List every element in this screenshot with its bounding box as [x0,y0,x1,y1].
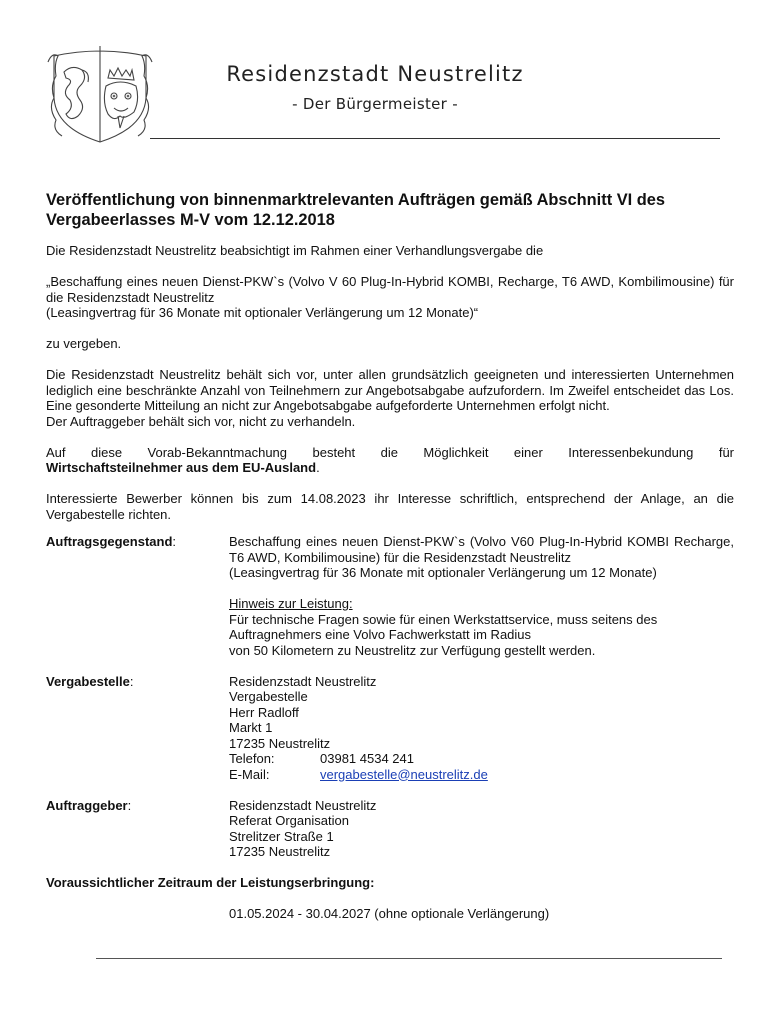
footer-divider [96,958,722,959]
notice-body [46,190,734,922]
office-email-row [229,767,734,783]
subject-line1: Beschaffung eines neuen Dienst-PKW`s (Volvo V60 Plug-In-Hybrid KOMBI Recharge, T6 AWD, Kombilimousine) für die Residenzstadt Neustrelitz [229,534,734,565]
coat-of-arms-icon [44,42,156,146]
hint-heading: Hinweis zur Leistung: [229,596,353,611]
client-unit: Referat Organisation [229,813,349,828]
procurement-quote-line2: (Leasingvertrag für 36 Monate mit optionaler Verlängerung um 12 Monate)“ [46,305,479,320]
eu-bold-text: Wirtschaftsteilnehmer aus dem EU-Ausland [46,460,317,475]
contracting-office-section [46,674,734,783]
procurement-quote-line1: „Beschaffung eines neuen Dienst-PKW`s (Volvo V 60 Plug-In-Hybrid KOMBI, Recharge, T6 AWD, Kombilimousine) für die Residenzstadt Neustrelitz [46,274,734,305]
hint-line3: von 50 Kilometern zu Neustrelitz zur Verfügung gestellt werden. [229,642,596,658]
subject-line2: (Leasingvertrag für 36 Monate mit optionaler Verlängerung um 12 Monate) [229,565,657,580]
org-name: Residenzstadt Neustrelitz [226,62,524,86]
office-phone-row [229,751,734,767]
period-label: Voraussichtlicher Zeitraum der Leistungserbringung: [46,875,375,890]
office-street: Markt 1 [229,720,273,735]
client-city: 17235 Neustrelitz [229,844,331,859]
header-divider [150,138,720,139]
notice-title: Veröffentlichung von binnenmarktrelevanten Aufträgen gemäß Abschnitt VI des Vergabeerlasses M-V vom 12.12.2018 [46,191,665,229]
client-name: Residenzstadt Neustrelitz [229,797,377,813]
negotiation-note: Der Auftraggeber behält sich vor, nicht zu verhandeln. [46,413,356,429]
office-city: 17235 Neustrelitz [229,735,331,751]
office-label-cell: Vergabestelle: [46,673,134,689]
subject-section [46,534,734,658]
eu-end: . [316,460,320,475]
hint-line1: Für technische Fragen sowie für einen Werkstattservice, muss seitens des [229,611,658,627]
phone-number: 03981 4534 241 [320,751,414,766]
office-label: Vergabestelle [46,673,130,689]
award-text: zu vergeben. [46,336,122,351]
reserve-paragraph: Die Residenzstadt Neustrelitz behält sich vor, unter allen grundsätzlich geeigneten und interessierten Unternehmen lediglich eine beschränkte Anzahl von Teilnehmern zur Angebotsabgabe aufzufordern. Im Zweifel entscheidet das Los. Eine gesonderte Mitteilung an nicht zur Angebotsabgabe aufgeforderte Unternehmen erfolgt nicht. [46,367,734,413]
office-unit: Vergabestelle [229,689,308,704]
email-link[interactable]: vergabestelle@neustrelitz.de [320,766,488,782]
intro-text: Die Residenzstadt Neustrelitz beabsichtigt im Rahmen einer Verhandlungsvergabe die [46,243,544,258]
org-subtitle: - Der Bürgermeister - [292,95,458,113]
office-person: Herr Radloff [229,704,299,720]
subject-label-cell: Auftragsgegenstand: [46,534,177,549]
client-label-cell: Auftraggeber: [46,797,132,813]
client-street: Strelitzer Straße 1 [229,828,334,844]
subject-label: Auftragsgegenstand [46,534,173,549]
deadline-text: Interessierte Bewerber können bis zum 14.08.2023 ihr Interesse schriftlich, entsprechend der Anlage, an die Vergabestelle richten. [46,491,734,522]
hint-line2: Auftragnehmers eine Volvo Fachwerkstatt im Radius [229,627,532,642]
eu-line-2 [46,460,734,476]
client-label: Auftraggeber [46,797,128,813]
email-label: E-Mail: [229,766,270,782]
period-value: 01.05.2024 - 30.04.2027 (ohne optionale Verlängerung) [229,906,550,921]
phone-label: Telefon: [229,751,275,766]
office-name: Residenzstadt Neustrelitz [229,673,377,689]
client-section [46,798,734,860]
eu-line: Auf diese Vorab-Bekanntmachung besteht die Möglichkeit einer Interessenbekundung für [46,444,734,460]
